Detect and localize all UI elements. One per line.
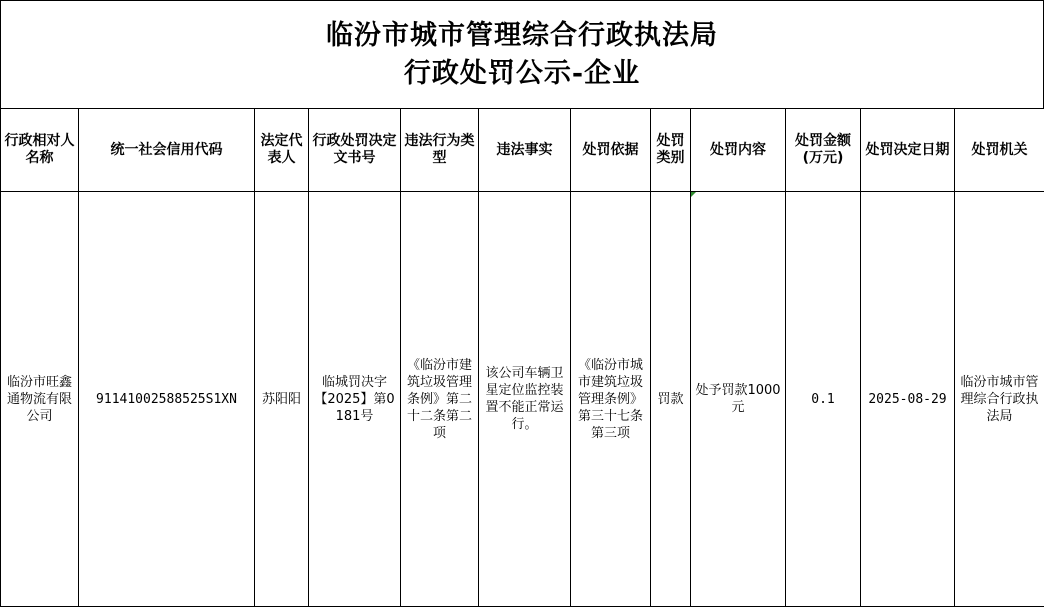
- cell-doc-number: 临城罚决字【2025】第0181号: [309, 192, 401, 607]
- cell-decision-date: 2025-08-29: [861, 192, 955, 607]
- col-header-penalty-basis: 处罚依据: [571, 109, 651, 192]
- cell-comment-marker: [691, 192, 696, 197]
- page-subtitle: 行政处罚公示-企业: [403, 57, 641, 89]
- cell-authority: 临汾市城市管理综合行政执法局: [955, 192, 1044, 607]
- col-header-amount: 处罚金额(万元): [786, 109, 861, 192]
- col-header-credit-code: 统一社会信用代码: [79, 109, 255, 192]
- penalty-table: [0, 108, 1044, 607]
- cell-credit-code: 91141002588525S1XN: [79, 192, 255, 607]
- col-header-decision-date: 处罚决定日期: [861, 109, 955, 192]
- cell-violation-type: 《临汾市建筑垃圾管理条例》第二十二条第二项: [401, 192, 479, 607]
- col-header-party-name: 行政相对人名称: [1, 109, 79, 192]
- title-block: [0, 0, 1044, 108]
- cell-penalty-content: [691, 192, 786, 607]
- header-row: [1, 109, 1044, 192]
- cell-legal-rep: 苏阳阳: [255, 192, 309, 607]
- col-header-violation-facts: 违法事实: [479, 109, 571, 192]
- col-header-penalty-category: 处罚类别: [651, 109, 691, 192]
- col-header-legal-rep: 法定代表人: [255, 109, 309, 192]
- cell-penalty-content-text: 处予罚款1000元: [695, 383, 781, 415]
- cell-penalty-basis: 《临汾市城市建筑垃圾管理条例》第三十七条第三项: [571, 192, 651, 607]
- cell-amount: 0.1: [786, 192, 861, 607]
- page-title: 临汾市城市管理综合行政执法局: [326, 19, 718, 51]
- col-header-penalty-content: 处罚内容: [691, 109, 786, 192]
- cell-violation-facts: 该公司车辆卫星定位监控装置不能正常运行。: [479, 192, 571, 607]
- table-row: [1, 192, 1044, 607]
- cell-party-name: 临汾市旺鑫通物流有限公司: [1, 192, 79, 607]
- col-header-violation-type: 违法行为类型: [401, 109, 479, 192]
- cell-penalty-category: 罚款: [651, 192, 691, 607]
- col-header-doc-number: 行政处罚决定文书号: [309, 109, 401, 192]
- col-header-authority: 处罚机关: [955, 109, 1044, 192]
